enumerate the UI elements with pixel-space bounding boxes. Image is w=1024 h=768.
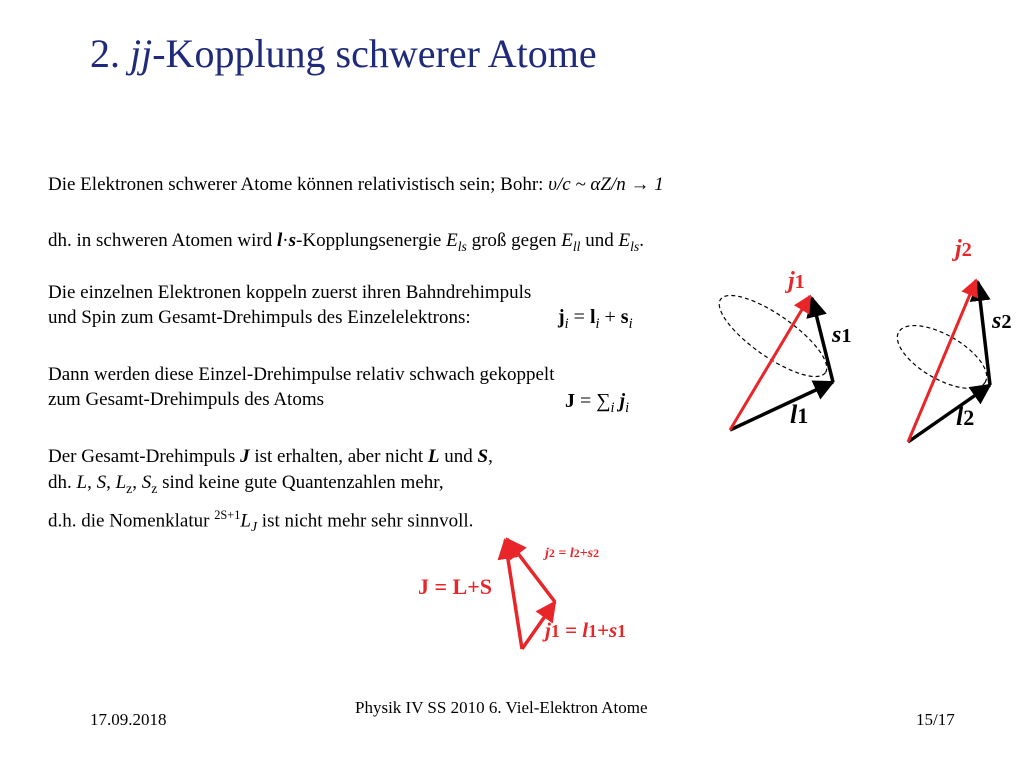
p5-l2b: , xyxy=(87,472,97,493)
p4-line1: Dann werden diese Einzel-Drehimpulse relativ schwach gekoppelt xyxy=(48,364,555,385)
l1-label-l: l xyxy=(790,400,798,429)
p5-l3b: ist nicht mehr sehr sinnvoll. xyxy=(257,510,474,532)
s-symbol: s xyxy=(288,230,297,251)
j2-label-j: j xyxy=(955,236,962,262)
s1-label-s: s xyxy=(832,322,842,348)
p3-line2: und Spin zum Gesamt-Drehimpuls des Einzelelektrons: xyxy=(48,307,471,328)
e-ls2-symbol: E xyxy=(618,230,631,251)
s2-label xyxy=(992,308,1012,335)
ji-l: l xyxy=(589,306,596,328)
p5-J: J xyxy=(240,446,250,467)
p5-line3 xyxy=(48,502,493,540)
ji-l-sub: i xyxy=(595,316,600,332)
title-rest: -Kopplung schwerer Atome xyxy=(152,31,597,76)
e-ll-symbol: E xyxy=(561,230,573,251)
s2-label-sub: 2 xyxy=(1001,311,1012,333)
title-italic: jj xyxy=(130,31,153,76)
p5-Sz-sub: z xyxy=(151,480,158,496)
slide-title xyxy=(90,30,597,77)
e-ll-subscript: ll xyxy=(572,238,581,254)
tri-j2-l: l xyxy=(569,546,574,561)
e-ls-subscript: ls xyxy=(457,238,467,254)
p2-text-c: groß gegen xyxy=(466,230,562,251)
j1-label xyxy=(788,268,805,295)
p5-l1c: und xyxy=(439,446,478,467)
tri-j1-l: l xyxy=(582,618,589,642)
tri-j1-lsub: 1 xyxy=(588,621,597,641)
s1-vector xyxy=(812,298,833,382)
p5-l2d: , xyxy=(132,472,142,493)
l1-label xyxy=(790,400,808,430)
tri-j2-j: j xyxy=(545,546,549,561)
footer-page-number: 15/17 xyxy=(916,710,955,729)
p5-line2 xyxy=(48,470,493,502)
ji-plus: + xyxy=(599,306,621,328)
J-eq: = xyxy=(575,390,597,412)
p5-L: L xyxy=(427,446,440,467)
s1-label-sub: 1 xyxy=(841,325,852,347)
footer-date: 17.09.2018 xyxy=(90,710,167,729)
p5-l1d: , xyxy=(488,446,493,467)
term-sup: 2S+1 xyxy=(214,507,241,522)
p5-Sz: S xyxy=(141,472,152,493)
paragraph-conserved xyxy=(48,444,493,540)
J-symbol: J xyxy=(565,390,575,412)
tri-j2-eq: = xyxy=(554,546,570,561)
j2-label xyxy=(955,236,972,263)
j1-label-j: j xyxy=(788,268,795,294)
j1-label-sub: 1 xyxy=(794,271,805,293)
l-symbol: l xyxy=(277,230,283,251)
formula-J xyxy=(565,390,629,417)
p5-l1b: ist erhalten, aber nicht xyxy=(249,446,428,467)
tri-j2-jsub: 2 xyxy=(548,546,555,560)
title-prefix: 2. xyxy=(90,31,130,76)
ji-s: s xyxy=(620,306,629,328)
p4-line2: zum Gesamt-Drehimpuls des Atoms xyxy=(48,389,324,410)
l1-label-sub: 1 xyxy=(797,403,809,428)
ji-j: j xyxy=(558,306,565,328)
s2-label-s: s xyxy=(992,308,1002,334)
tri-j1-plus: + xyxy=(597,618,609,642)
l2-label xyxy=(956,402,974,432)
paragraph-bohr-text: Die Elektronen schwerer Atome können relativistisch sein; Bohr: xyxy=(48,174,549,195)
J-j: j xyxy=(614,390,626,412)
diagram-electron-2 xyxy=(880,260,1010,450)
sum-sub: i xyxy=(610,400,615,416)
dot-symbol: · xyxy=(282,230,289,251)
formula-ji xyxy=(558,306,633,333)
term-L: L xyxy=(240,510,251,532)
paragraph-ls-coupling xyxy=(48,228,644,259)
J-sum-label: J = L+S xyxy=(418,574,492,599)
term-sub: J xyxy=(250,518,258,534)
paragraph-bohr xyxy=(48,172,664,197)
p5-l2-S: S xyxy=(96,472,107,493)
e-ls-symbol: E xyxy=(446,230,458,251)
tri-j1-eq: = xyxy=(559,618,583,642)
p5-l2e: sind keine gute Quantenzahlen mehr, xyxy=(157,472,444,493)
precession-cone-2 xyxy=(888,313,997,401)
tri-j1-s: s xyxy=(608,618,618,642)
p5-l1a: Der Gesamt-Drehimpuls xyxy=(48,446,241,467)
p5-Lz: L xyxy=(115,472,127,493)
tri-j1-jsub: 1 xyxy=(550,621,560,641)
ji-s-sub: i xyxy=(628,316,633,332)
ji-sub: i xyxy=(564,316,569,332)
p2-text-d: und xyxy=(580,230,619,251)
paragraph-total xyxy=(48,362,554,412)
p3-line1: Die einzelnen Elektronen koppeln zuerst ihren Bahndrehimpuls xyxy=(48,282,532,303)
p5-l3a: d.h. die Nomenklatur xyxy=(48,510,215,532)
diagram-electron-1 xyxy=(700,270,850,440)
e-ls2-subscript: ls xyxy=(630,238,640,254)
p2-text-e: . xyxy=(639,230,644,251)
l2-label-l: l xyxy=(956,402,964,431)
tri-j2-lsub: 2 xyxy=(573,546,580,560)
p5-line1 xyxy=(48,444,493,470)
p5-l2c: , xyxy=(106,472,116,493)
j2-label-sub: 2 xyxy=(961,239,972,261)
precession-cone-1 xyxy=(709,282,838,390)
J-j-sub: i xyxy=(625,400,630,416)
p5-Lz-sub: z xyxy=(126,480,133,496)
bohr-formula: υ/c ~ αZ/n → 1 xyxy=(548,174,664,195)
sum-symbol: ∑ xyxy=(596,390,611,412)
s2-vector xyxy=(978,282,990,385)
p2-text-a: dh. in schweren Atomen wird xyxy=(48,230,278,251)
paragraph-single-electron xyxy=(48,280,531,330)
tri-j1-j: j xyxy=(545,618,551,642)
ji-eq: = xyxy=(568,306,590,328)
l2-label-sub: 2 xyxy=(963,405,975,430)
j1-sum-label xyxy=(545,618,626,643)
footer-title: Physik IV SS 2010 6. Viel-Elektron Atome xyxy=(355,698,648,717)
tri-j1-ssub: 1 xyxy=(617,621,627,641)
p5-S: S xyxy=(477,446,489,467)
s1-label xyxy=(832,322,852,349)
tri-j2-s: s xyxy=(587,546,594,561)
p2-text-b: -Kopplungsenergie xyxy=(296,230,447,251)
p5-l2a: dh. xyxy=(48,472,77,493)
tri-j2-ssub: 2 xyxy=(593,546,600,560)
j2-sum-label xyxy=(545,546,599,562)
p5-l2-L: L xyxy=(76,472,88,493)
tri-j2-plus: + xyxy=(579,546,588,561)
